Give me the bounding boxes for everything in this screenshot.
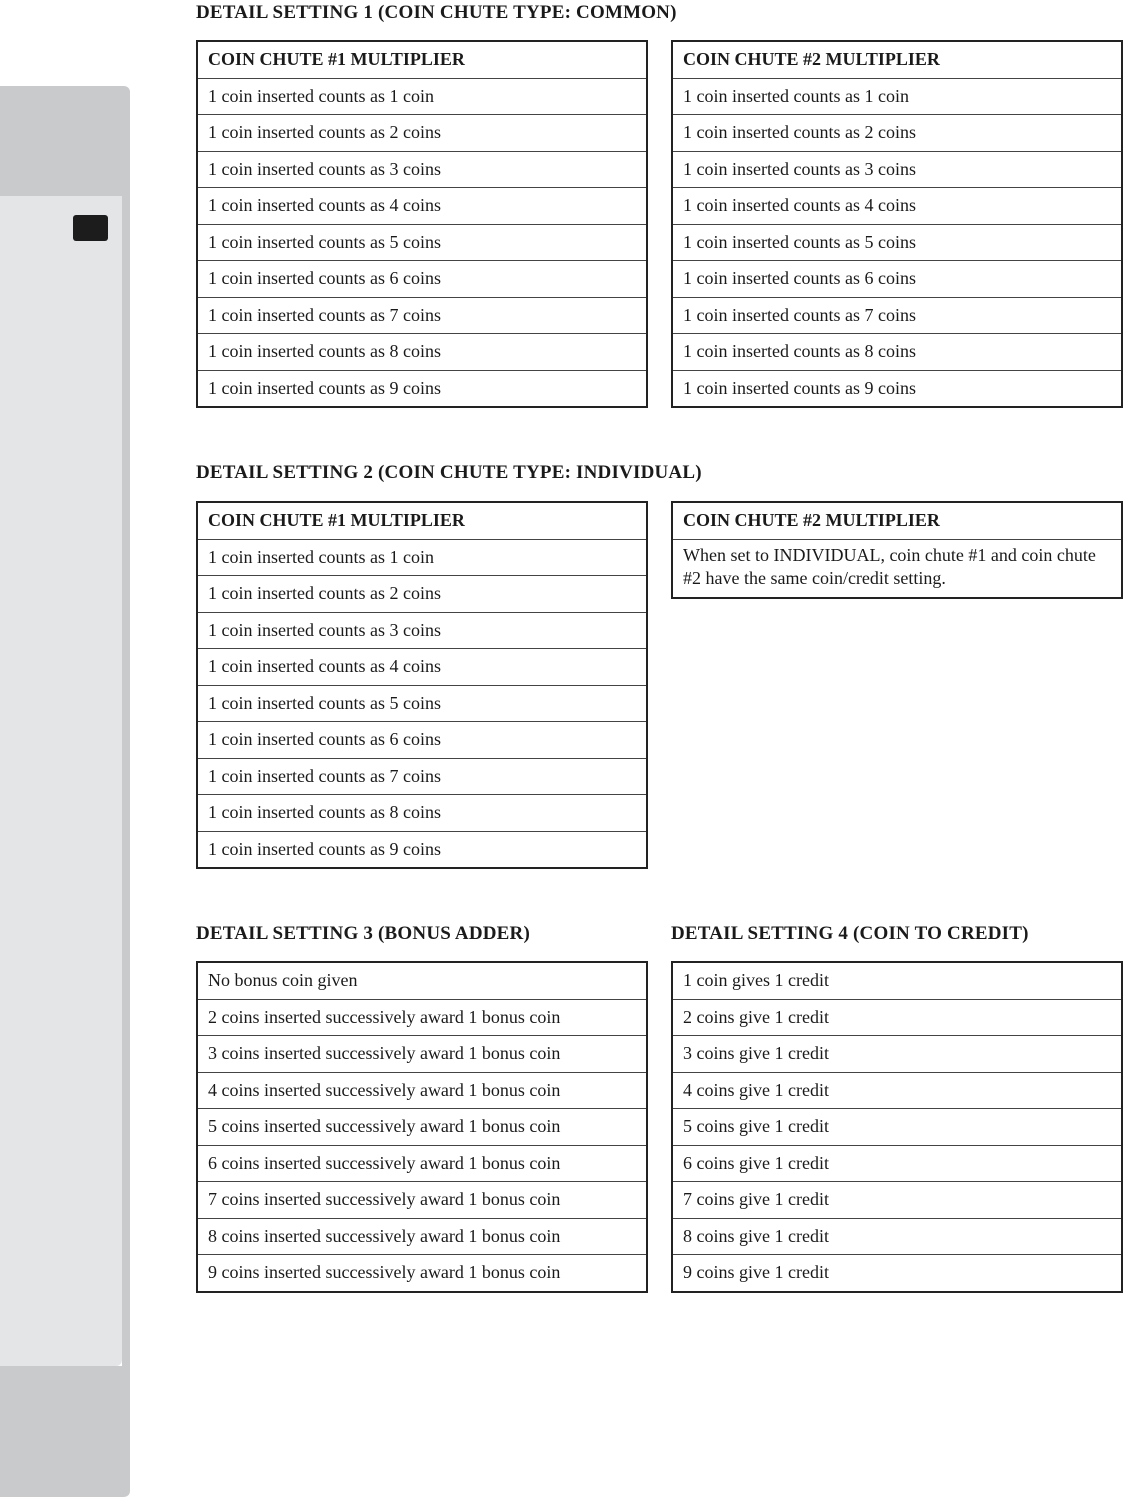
table-row: 1 coin inserted counts as 9 coins <box>197 370 647 407</box>
table-row: 1 coin inserted counts as 3 coins <box>672 151 1122 188</box>
setting4-heading: DETAIL SETTING 4 (COIN TO CREDIT) <box>671 923 1029 944</box>
setting2-chute1-table <box>196 501 648 869</box>
table-row: 1 coin inserted counts as 7 coins <box>672 297 1122 334</box>
table-row: 1 coin inserted counts as 2 coins <box>672 115 1122 152</box>
setting1-chute1-table <box>196 40 648 408</box>
table-row: 1 coin inserted counts as 5 coins <box>197 224 647 261</box>
table-row: 1 coin inserted counts as 2 coins <box>197 576 647 613</box>
table-row: 4 coins give 1 credit <box>672 1072 1122 1109</box>
table-row: No bonus coin given <box>208 970 358 991</box>
table-row: 1 coin inserted counts as 3 coins <box>197 151 647 188</box>
table-row: 1 coin inserted counts as 1 coin <box>197 78 647 115</box>
table-row: 1 coin inserted counts as 8 coins <box>672 334 1122 371</box>
table-row: 1 coin inserted counts as 4 coins <box>672 188 1122 225</box>
table-row: 1 coin inserted counts as 6 coins <box>197 261 647 298</box>
table-row: 1 coin inserted counts as 2 coins <box>197 115 647 152</box>
table-row: 1 coin inserted counts as 7 coins <box>197 758 647 795</box>
table-row: 1 coin inserted counts as 4 coins <box>197 649 647 686</box>
table-row: 5 coins inserted successively award 1 bonus coin <box>197 1109 647 1146</box>
table-row: 1 coin inserted counts as 1 coin <box>672 78 1122 115</box>
setting3-heading: DETAIL SETTING 3 (BONUS ADDER) <box>196 923 531 944</box>
table-row: 1 coin inserted counts as 8 coins <box>197 795 647 832</box>
table-row: 8 coins give 1 credit <box>672 1218 1122 1255</box>
table-row: 3 coins give 1 credit <box>672 1036 1122 1073</box>
table-row: 1 coin inserted counts as 4 coins <box>197 188 647 225</box>
table-header: COIN CHUTE #1 MULTIPLIER <box>208 510 465 531</box>
chute2-note: When set to INDIVIDUAL, coin chute #1 and coin chute #2 have the same coin/credit setting. <box>672 539 1122 598</box>
margin-strip <box>0 196 122 1366</box>
table-header: COIN CHUTE #2 MULTIPLIER <box>683 510 940 531</box>
setting1-chute2-table <box>671 40 1123 408</box>
table-row: 8 coins inserted successively award 1 bonus coin <box>197 1218 647 1255</box>
margin-strip-top <box>0 86 130 196</box>
table-row: 1 coin inserted counts as 1 coin <box>197 539 647 576</box>
section-tab-marker <box>73 215 108 241</box>
table-header: COIN CHUTE #1 MULTIPLIER <box>208 49 465 70</box>
table-row: 1 coin gives 1 credit <box>683 970 829 991</box>
table-row: 1 coin inserted counts as 3 coins <box>197 612 647 649</box>
table-row: 1 coin inserted counts as 8 coins <box>197 334 647 371</box>
table-row: 9 coins inserted successively award 1 bonus coin <box>197 1255 647 1292</box>
setting3-bonus-table <box>196 961 648 1293</box>
table-row: 1 coin inserted counts as 7 coins <box>197 297 647 334</box>
table-row: 1 coin inserted counts as 5 coins <box>672 224 1122 261</box>
table-row: 1 coin inserted counts as 9 coins <box>197 831 647 868</box>
setting2-heading: DETAIL SETTING 2 (COIN CHUTE TYPE: INDIVIDUAL) <box>196 462 702 483</box>
table-header: COIN CHUTE #2 MULTIPLIER <box>683 49 940 70</box>
table-row: 3 coins inserted successively award 1 bonus coin <box>197 1036 647 1073</box>
table-row: 6 coins inserted successively award 1 bonus coin <box>197 1145 647 1182</box>
table-row: 1 coin inserted counts as 9 coins <box>672 370 1122 407</box>
table-row: 2 coins give 1 credit <box>672 999 1122 1036</box>
table-row: 2 coins inserted successively award 1 bonus coin <box>197 999 647 1036</box>
table-row: 1 coin inserted counts as 6 coins <box>672 261 1122 298</box>
table-row: 1 coin inserted counts as 5 coins <box>197 685 647 722</box>
setting2-chute2-table <box>671 501 1123 599</box>
table-row: 1 coin inserted counts as 6 coins <box>197 722 647 759</box>
table-row: 7 coins give 1 credit <box>672 1182 1122 1219</box>
table-row: 7 coins inserted successively award 1 bonus coin <box>197 1182 647 1219</box>
margin-strip-edge <box>122 196 130 1366</box>
setting4-credit-table <box>671 961 1123 1293</box>
table-row: 9 coins give 1 credit <box>672 1255 1122 1292</box>
table-row: 6 coins give 1 credit <box>672 1145 1122 1182</box>
setting1-heading: DETAIL SETTING 1 (COIN CHUTE TYPE: COMMON) <box>196 2 677 23</box>
table-row: 4 coins inserted successively award 1 bonus coin <box>197 1072 647 1109</box>
table-row: 5 coins give 1 credit <box>672 1109 1122 1146</box>
margin-strip-bottom <box>0 1366 130 1497</box>
